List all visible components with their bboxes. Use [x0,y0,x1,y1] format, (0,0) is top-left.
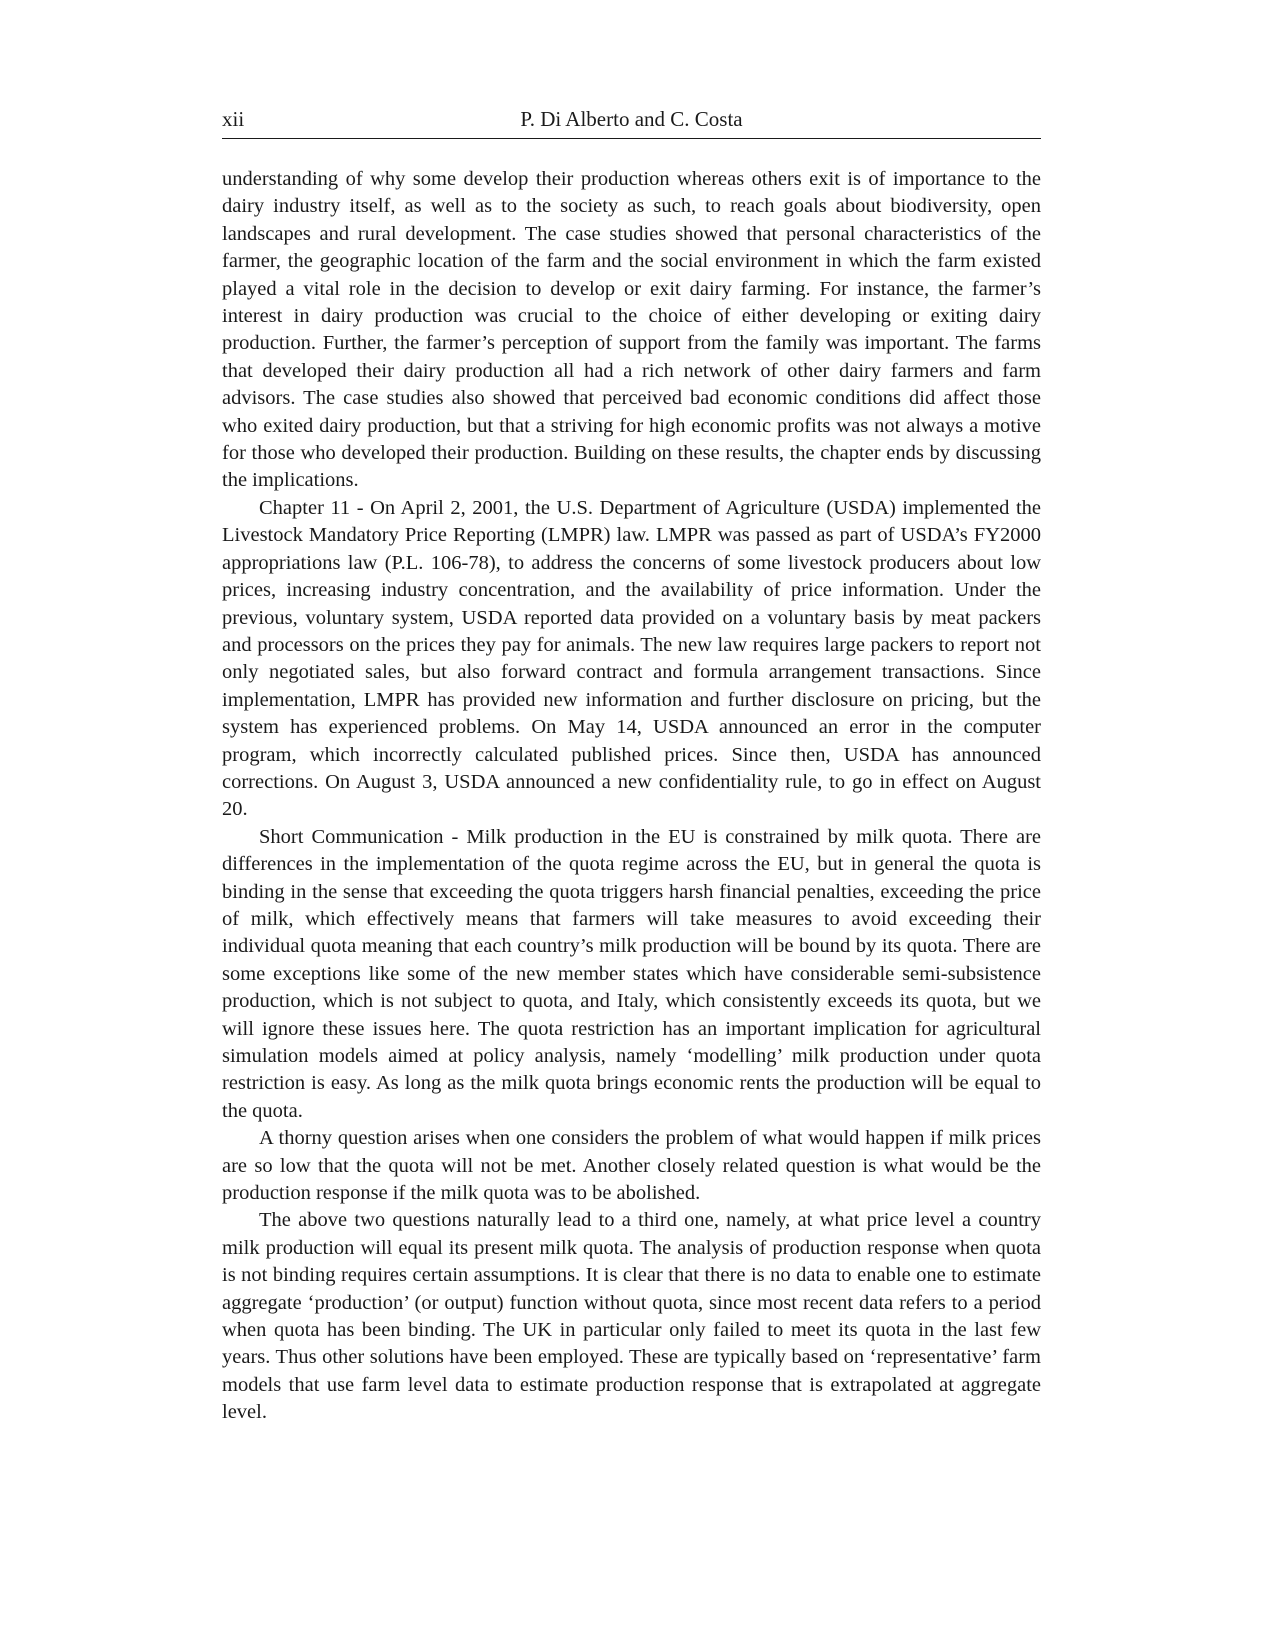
paragraph-third-question: The above two questions naturally lead to a third one, namely, at what price level a country milk production will equal its present milk quota. The analysis of production response when quota is not binding requires certain assumptions. It is clear that there is no data to enable one to estimate aggregate ‘production’ (or output) function without quota, since most recent data refers to a period when quota has been binding. The UK in particular only failed to meet its quota in the last few years. Thus other solutions have been employed. These are typically based on ‘representative’ farm models that use farm level data to estimate production response that is extrapolated at aggregate level. [222,1209,1041,1424]
paragraph-chapter-11: Chapter 11 - On April 2, 2001, the U.S. Department of Agriculture (USDA) implemented the Livestock Mandatory Price Reporting (LMPR) law. LMPR was passed as part of USDA’s FY2000 appropriations law (P.L. 106-78), to address the concerns of some livestock producers about low prices, increasing industry concentration, and the availability of price information. Under the previous, voluntary system, USDA reported data provided on a voluntary basis by meat packers and processors on the prices they pay for animals. The new law requires large packers to report not only negotiated sales, but also forward contract and formula arrangement transactions. Since implementation, LMPR has provided new information and further disclosure on pricing, but the system has experienced problems. On May 14, USDA announced an error in the computer program, which incorrectly calculated published prices. Since then, USDA has announced corrections. On August 3, USDA announced a new confidentiality rule, to go in effect on August 20. [222,496,1041,821]
running-head: P. Di Alberto and C. Costa [520,107,743,131]
paragraph-continued: understanding of why some develop their production whereas others exit is of importance to the dairy industry itself, as well as to the society as such, to reach goals about biodiversity, open landscapes and rural development. The case studies showed that personal characteristics of the farmer, the geographic location of the farm and the social environment in which the farm existed played a vital role in the decision to develop or exit dairy farming. For instance, the farmer’s interest in dairy production was crucial to the choice of either developing or exiting dairy production. Further, the farmer’s perception of support from the family was important. The farms that developed their dairy production all had a rich network of other dairy farmers and farm advisors. The case studies also showed that perceived bad economic conditions did affect those who exited dairy production, but that a striving for high economic profits was not always a motive for those who developed their production. Building on these results, the chapter ends by discussing the implications. [222,168,1041,492]
page-header [222,106,1041,139]
paragraph-thorny-question: A thorny question arises when one considers the problem of what would happen if milk prices are so low that the quota will not be met. Another closely related question is what would be the production response if the milk quota was to be abolished. [222,1127,1041,1205]
page-number: xii [222,107,245,131]
body-text [222,166,1041,1427]
paragraph-short-communication: Short Communication - Milk production in the EU is constrained by milk quota. There are differences in the implementation of the quota regime across the EU, but in general the quota is binding in the sense that exceeding the quota triggers harsh financial penalties, exceeding the price of milk, which effectively means that farmers will take measures to avoid exceeding their individual quota meaning that each country’s milk production will be bound by its quota. There are some exceptions like some of the new member states which have considerable semi-subsistence production, which is not subject to quota, and Italy, which consistently exceeds its quota, but we will ignore these issues here. The quota restriction has an important implication for agricultural simulation models aimed at policy analysis, namely ‘modelling’ milk production under quota restriction is easy. As long as the milk quota brings economic rents the production will be equal to the quota. [222,825,1041,1122]
